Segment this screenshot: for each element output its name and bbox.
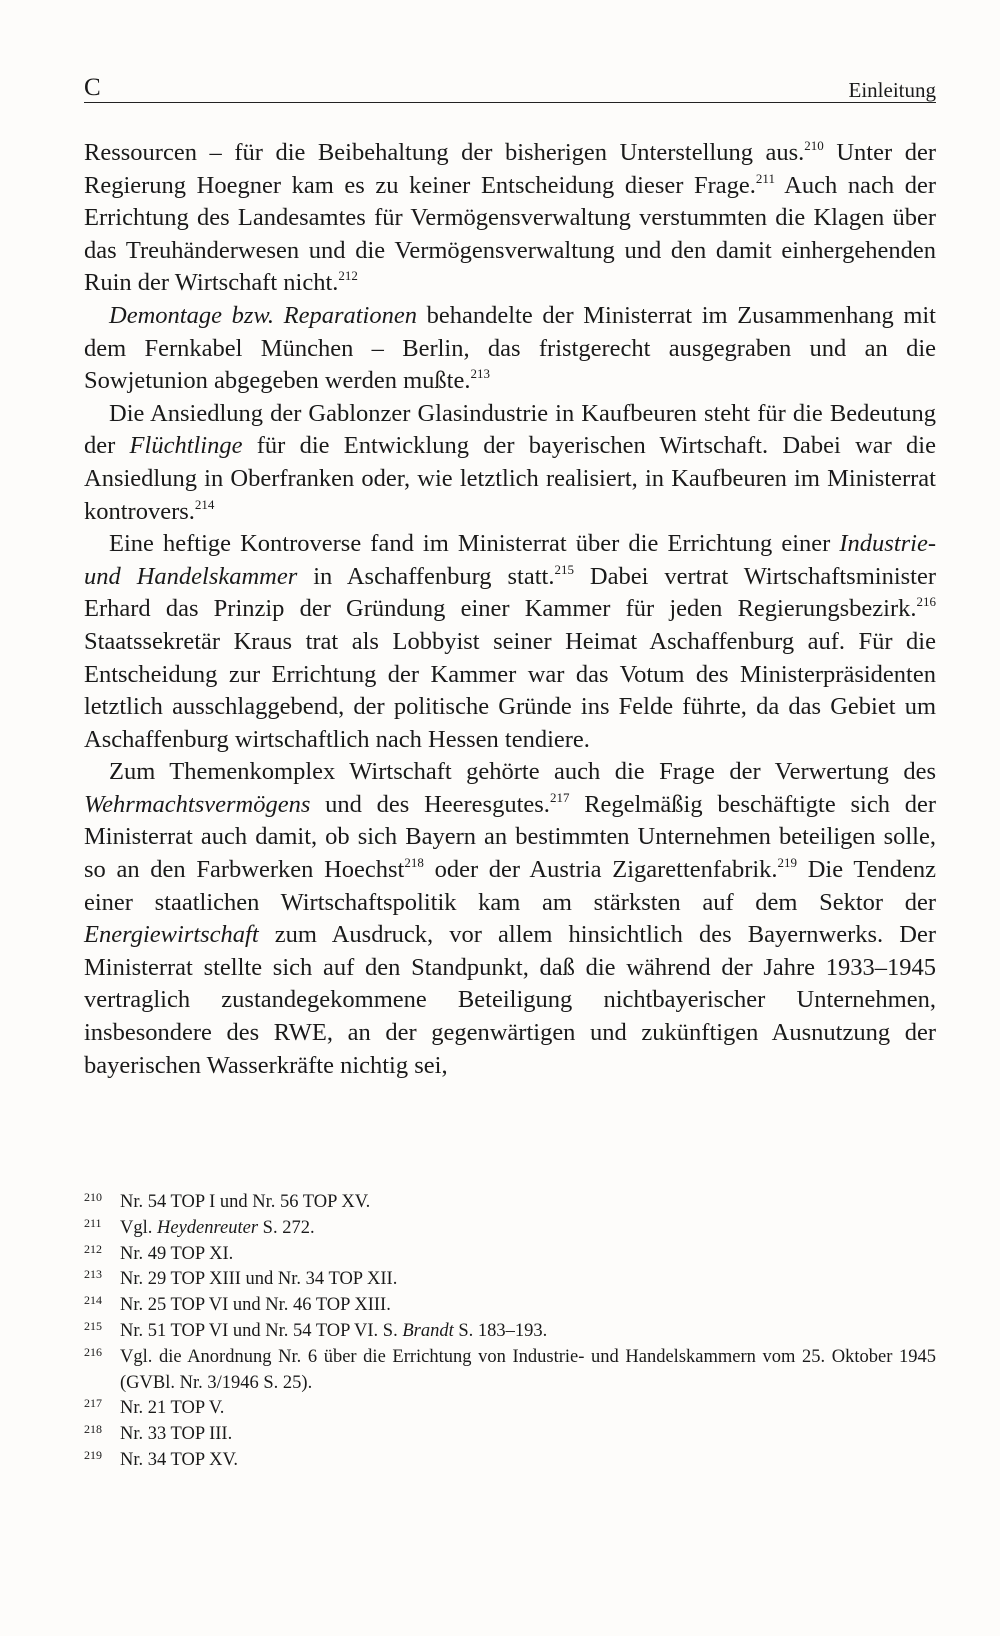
- footnote-ref: 217: [549, 789, 570, 805]
- footnote-215: 215 Nr. 51 TOP VI und Nr. 54 TOP VI. S. Brandt S. 183–193.: [84, 1318, 548, 1341]
- footnote-211: 211 Vgl. Heydenreuter S. 272.: [84, 1215, 315, 1238]
- footnote-ref: 218: [404, 855, 424, 871]
- footnote-ref: 214: [194, 496, 215, 512]
- footnote-ref: 211: [755, 170, 775, 186]
- paragraph-1: Ressourcen – für die Beibehaltung der bisherigen Unterstellung aus.$^{210}$ Unter der Regierung Hoegner kam es zu keiner Entscheidung dieser Frage.$^{211}$ Auch nach der Errichtung des Landesamtes für Vermögensverwaltung verstummten die Klagen über das Treuhänderwesen und die Vermögensverwaltung und den damit einhergehenden Ruin der Wirtschaft nicht.$^{212}$: [84, 138, 937, 297]
- footnotes: [84, 1190, 936, 1474]
- footnote-ref: 219: [777, 855, 798, 871]
- footnote-216: 216 Vgl. die Anordnung Nr. 6 über die Errichtung von Industrie- und Handelskammern vom 25. Oktober 1945 (GVBl. Nr. 3/1946 S. 25).: [84, 1344, 936, 1393]
- paragraph-4: Eine heftige Kontroverse fand im Ministerrat über die Errichtung einer Industrie- und Handelskammer in Aschaffenburg statt.$^{215}$ Dabei vertrat Wirtschaftsminister Erhard das Prinzip der Gründung einer Kammer für jeden Regierungsbezirk.$^{216}$ Staatssekretär Kraus trat als Lobbyist seiner Heimat Aschaffenburg auf. Für die Entscheidung zur Errichtung der Kammer war das Votum des Ministerpräsidenten letztlich ausschlaggebend, der politische Gründe ins Felde führte, da das Gebiet um Aschaffenburg wirtschaftlich nach Hessen tendiere.: [84, 530, 937, 753]
- footnote-218: 218 Nr. 33 TOP III.: [84, 1422, 233, 1445]
- page-header: [84, 72, 936, 103]
- footnote-ref: 215: [554, 561, 574, 577]
- paragraph-3: Die Ansiedlung der Gablonzer Glasindustrie in Kaufbeuren steht für die Bedeutung der Flüchtlinge für die Entwicklung der bayerischen Wirtschaft. Dabei war die Ansiedlung in Oberfranken oder, wie letztlich realisiert, in Kaufbeuren im Ministerrat kontrovers.$^{214}$: [84, 399, 936, 525]
- page-number: C: [84, 74, 101, 101]
- footnote-214: 214 Nr. 25 TOP VI und Nr. 46 TOP XIII.: [84, 1293, 391, 1316]
- paragraph-2: Demontage bzw. Reparationen behandelte der Ministerrat im Zusammenhang mit dem Fernkabel München – Berlin, das fristgerecht ausgegraben und an die Sowjetunion abgegeben werden mußte.$^{213}$: [84, 301, 936, 395]
- footnote-ref: 210: [804, 138, 824, 153]
- footnote-219: 219 Nr. 34 TOP XV.: [84, 1447, 239, 1470]
- footnote-210: 210 Nr. 54 TOP I und Nr. 56 TOP XV.: [84, 1190, 371, 1212]
- running-head: Einleitung: [848, 78, 936, 102]
- paragraph-5: Zum Themenkomplex Wirtschaft gehörte auch die Frage der Verwertung des Wehrmachtsvermögens und des Heeresgutes.$^{217}$ Regelmäßig beschäftigte sich der Ministerrat auch damit, ob sich Bayern an bestimmten Unternehmen beteiligen solle, so an den Farbwerken Hoechst$^{218}$ oder der Austria Zigarettenfabrik.$^{219}$ Die Tendenz einer staatlichen Wirtschaftspolitik kam am stärksten auf dem Sektor der Energiewirtschaft zum Ausdruck, vor allem hinsichtlich des Bayernwerks. Der Ministerrat stellte sich auf den Standpunkt, daß die während der Jahre 1933–1945 vertraglich zustandegekommene Beteiligung nichtbayerischer Unternehmen, insbesondere des RWE, an der gegenwärtigen und zukünftigen Ausnutzung der bayerischen Wasserkräfte nichtig sei,: [84, 758, 936, 1079]
- footnote-ref: 216: [916, 594, 936, 610]
- footnote-ref: 213: [470, 366, 490, 382]
- body-text: [84, 137, 936, 1082]
- footnote-212: 212 Nr. 49 TOP XI.: [84, 1241, 234, 1264]
- footnote-213: 213 Nr. 29 TOP XIII und Nr. 34 TOP XII.: [84, 1267, 398, 1290]
- footnote-ref: 212: [338, 268, 358, 284]
- footnote-217: 217 Nr. 21 TOP V.: [84, 1396, 225, 1419]
